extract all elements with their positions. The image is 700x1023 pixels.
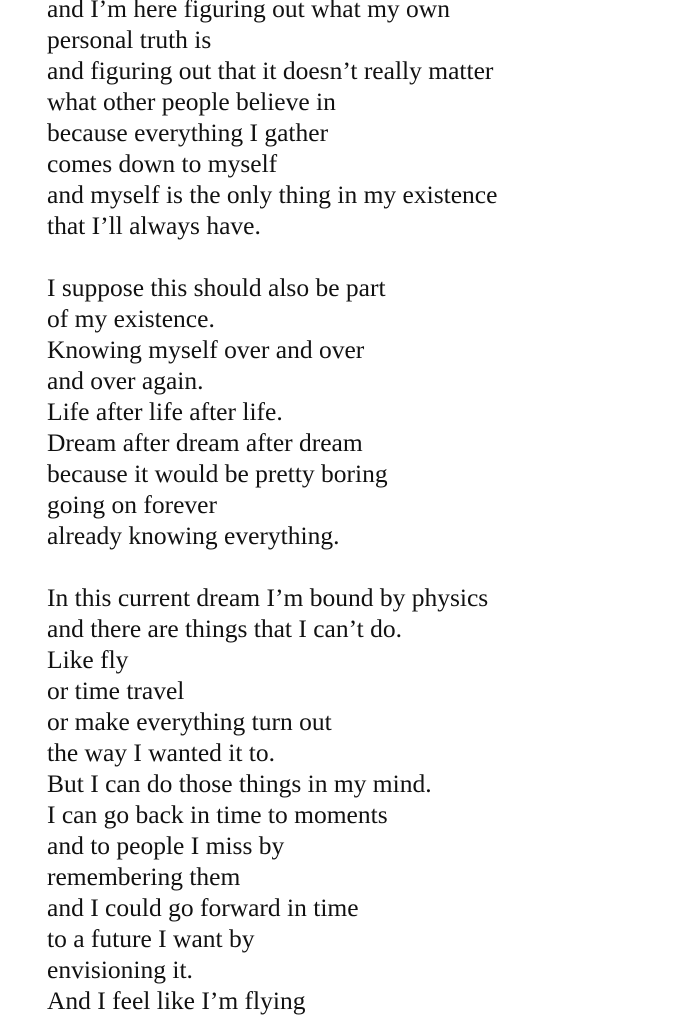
poem-line: that I’ll always have. bbox=[47, 211, 261, 240]
poem-text bbox=[47, 0, 687, 1016]
poem-line: envisioning it. bbox=[47, 955, 193, 984]
stanza-break bbox=[47, 551, 687, 582]
poem-line: or time travel bbox=[47, 676, 185, 705]
poem-line: going on forever bbox=[47, 490, 217, 519]
poem-line: Life after life after life. bbox=[47, 397, 283, 426]
poem-line: In this current dream I’m bound by physics bbox=[47, 583, 489, 612]
poem-line: And I feel like I’m flying bbox=[47, 986, 306, 1015]
poem-line: Knowing myself over and over bbox=[47, 335, 365, 364]
stanza-1 bbox=[47, 0, 687, 241]
poem-line: and over again. bbox=[47, 366, 204, 395]
poem-line: Like fly bbox=[47, 645, 129, 674]
poem-line: what other people believe in bbox=[47, 87, 336, 116]
poem-line: remembering them bbox=[47, 862, 241, 891]
poem-line: Dream after dream after dream bbox=[47, 428, 363, 457]
poem-line: comes down to myself bbox=[47, 149, 278, 178]
poem-line: or make everything turn out bbox=[47, 707, 332, 736]
stanza-2 bbox=[47, 272, 687, 551]
poem-line: and there are things that I can’t do. bbox=[47, 614, 402, 643]
poem-line: the way I wanted it to. bbox=[47, 738, 276, 767]
poem-line: personal truth is bbox=[47, 25, 212, 54]
poem-line: and I’m here figuring out what my own bbox=[47, 0, 450, 23]
poem-line: and I could go forward in time bbox=[47, 893, 359, 922]
poem-line: to a future I want by bbox=[47, 924, 255, 953]
poem-line: already knowing everything. bbox=[47, 521, 340, 550]
stanza-3 bbox=[47, 582, 687, 1016]
stanza-break bbox=[47, 241, 687, 272]
poem-line: because everything I gather bbox=[47, 118, 329, 147]
poem-line: and to people I miss by bbox=[47, 831, 285, 860]
poem-line: But I can do those things in my mind. bbox=[47, 769, 432, 798]
poem-line: I can go back in time to moments bbox=[47, 800, 388, 829]
poem-line: and myself is the only thing in my existence bbox=[47, 180, 498, 209]
poem-line: I suppose this should also be part bbox=[47, 273, 386, 302]
poem-line: of my existence. bbox=[47, 304, 215, 333]
poem-line: and figuring out that it doesn’t really matter bbox=[47, 56, 494, 85]
poem-line: because it would be pretty boring bbox=[47, 459, 388, 488]
